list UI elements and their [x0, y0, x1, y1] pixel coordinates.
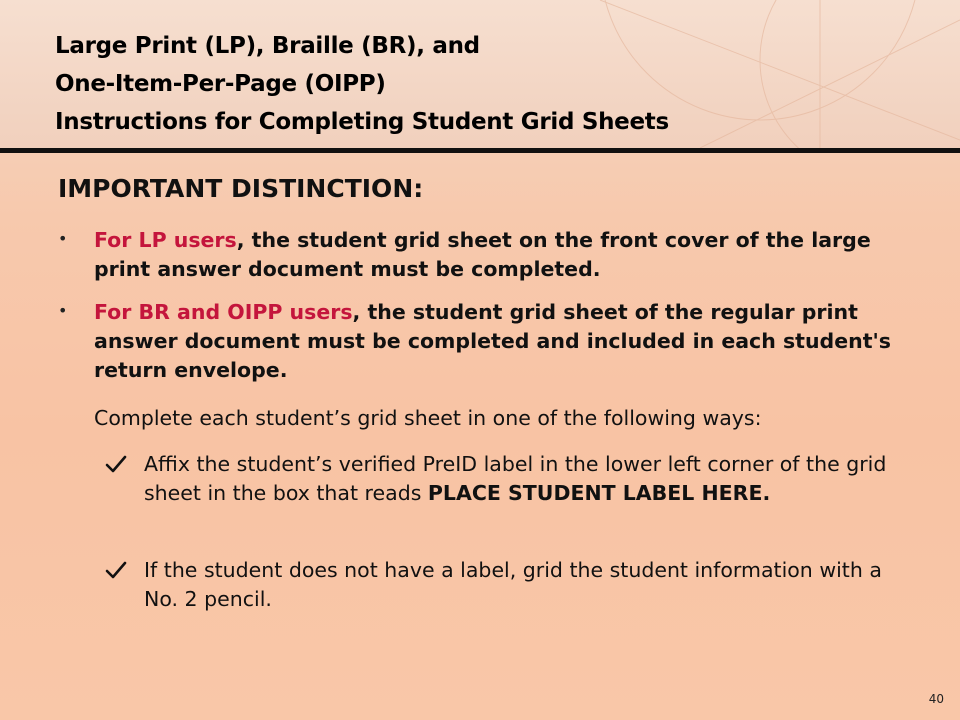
check-text-plain: If the student does not have a label, grid the student information with a No. 2 pencil. [144, 558, 882, 611]
bullet-highlight: For LP users [94, 228, 237, 252]
bullet-text [94, 298, 914, 385]
checkmark-icon [104, 558, 128, 582]
slide-title [55, 27, 915, 141]
check-text-plain: Affix the student’s verified PreID label in the lower left corner of the grid sheet in the box that reads [144, 452, 887, 505]
check-text [144, 556, 914, 614]
checkmark-icon [104, 452, 128, 476]
bullet-rest: , the student grid sheet of the regular print answer document must be completed and included in each student's return envelope. [94, 300, 891, 382]
title-line-2: One-Item-Per-Page (OIPP) [55, 71, 386, 97]
bullet-icon: • [58, 301, 68, 320]
title-line-3: Instructions for Completing Student Grid Sheets [55, 109, 669, 135]
check-text [144, 450, 914, 508]
bullet-text [94, 226, 914, 284]
slide-header [0, 0, 960, 148]
bullet-rest: , the student grid sheet on the front cover of the large print answer document must be completed. [94, 228, 871, 281]
page-number: 40 [928, 692, 944, 706]
instruction-text: Complete each student’s grid sheet in one of the following ways: [94, 406, 762, 430]
title-divider [0, 148, 960, 153]
title-line-1: Large Print (LP), Braille (BR), and [55, 33, 480, 59]
bullet-highlight: For BR and OIPP users [94, 300, 353, 324]
section-heading: IMPORTANT DISTINCTION: [58, 174, 424, 203]
check-text-bold: PLACE STUDENT LABEL HERE. [427, 481, 771, 505]
bullet-icon: • [58, 229, 68, 248]
